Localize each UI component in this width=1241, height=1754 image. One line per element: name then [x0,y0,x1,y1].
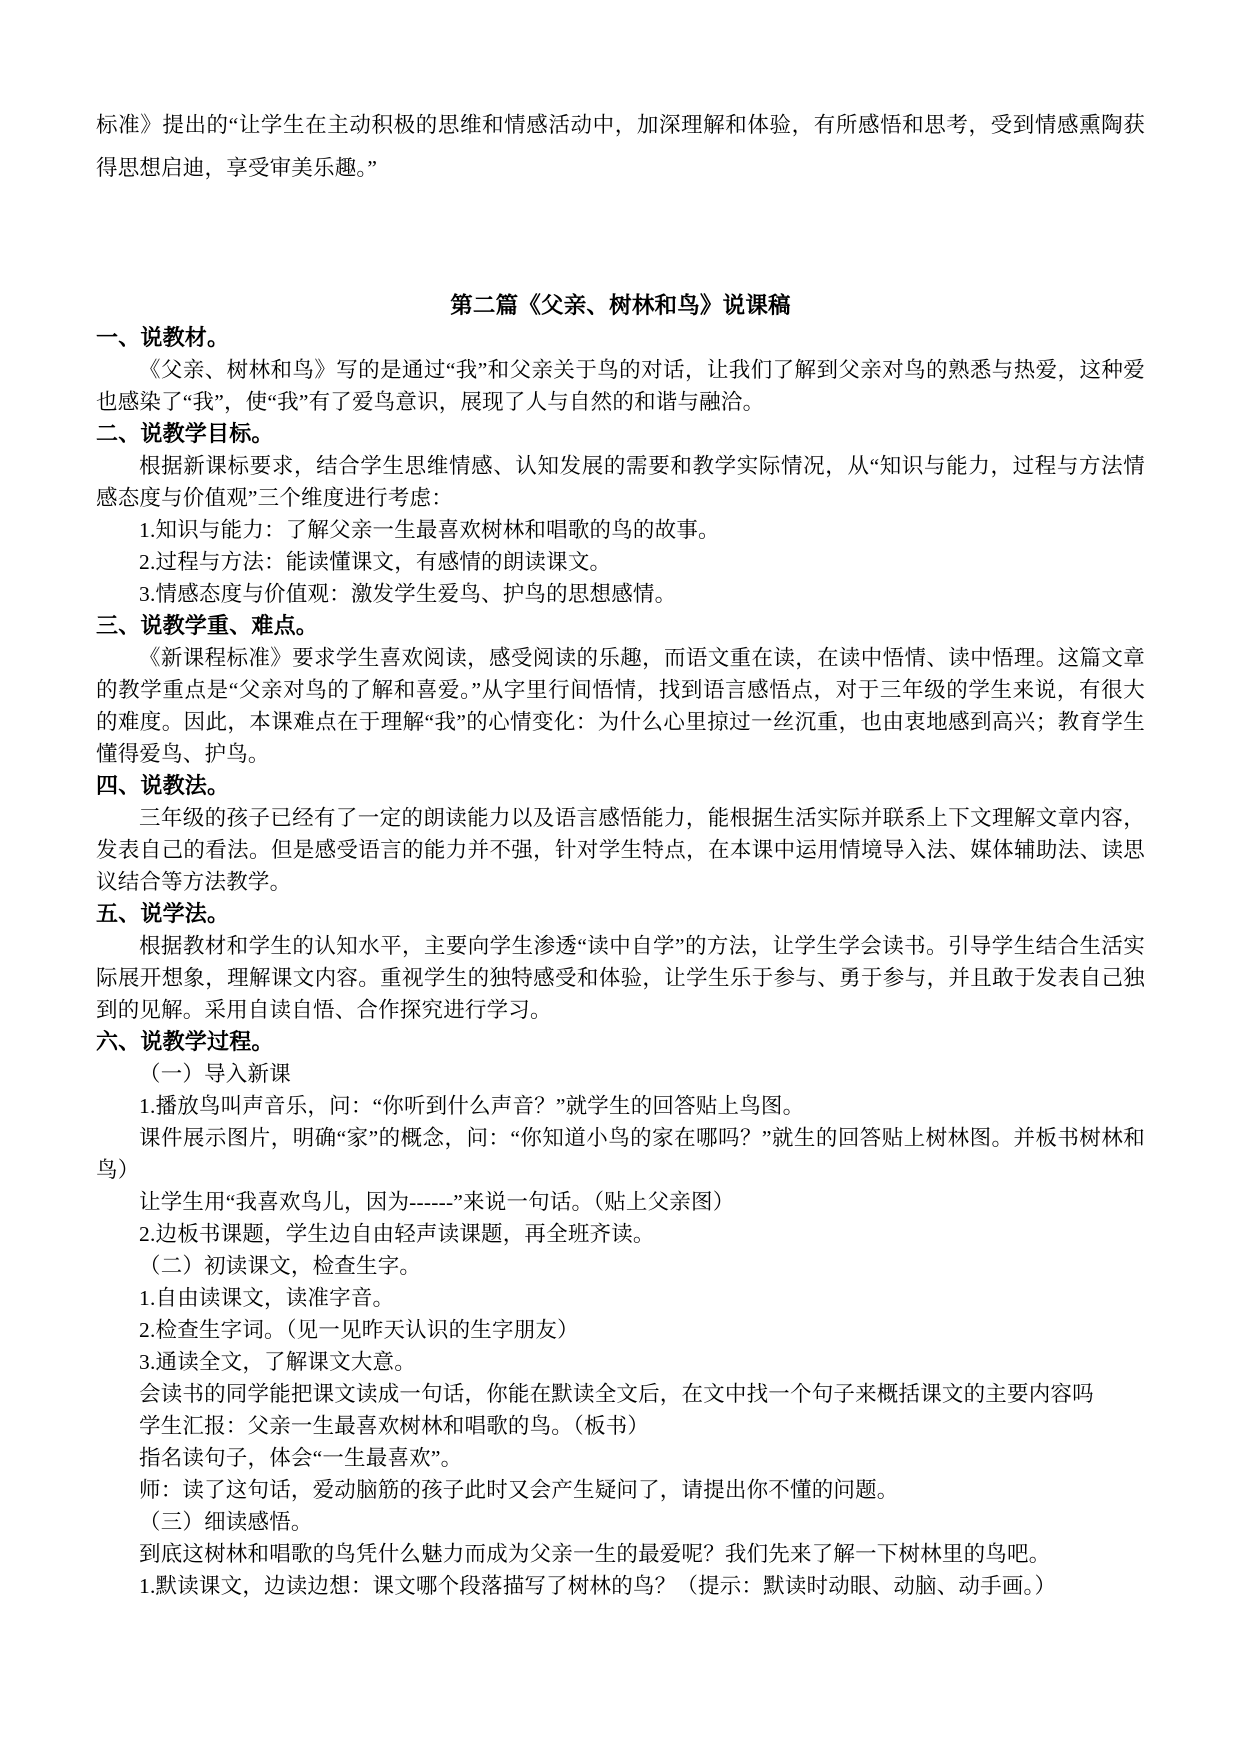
paragraph: 学生汇报：父亲一生最喜欢树林和唱歌的鸟。（板书） [139,1414,650,1438]
paragraph: 《新课程标准》要求学生喜欢阅读，感受阅读的乐趣，而语文重在读，在读中悟情、读中悟理。这篇文章的教学重点是“父亲对鸟的了解和喜爱。”从字里行间悟情，找到语言感悟点，对于三年级的学生来说，有很大的难度。因此，本课难点在于理解“我”的心情变化：为什么心里掠过一丝沉重，也由衷地感到高兴；教育学生懂得爱鸟、护鸟。 [96,646,1145,766]
paragraph: 2.检查生字词。（见一见昨天认识的生字朋友） [139,1318,579,1342]
paragraph: （二）初读课文，检查生字。 [139,1254,422,1278]
paragraph: （三）细读感悟。 [139,1510,313,1534]
paragraph: 1.播放鸟叫声音乐，问：“你听到什么声音？”就学生的回答贴上鸟图。 [139,1094,805,1118]
paragraph: 让学生用“我喜欢鸟儿，因为------”来说一句话。（贴上父亲图） [139,1190,735,1214]
section-heading: 四、说教法。 [96,773,230,798]
paragraph: 3.通读全文，了解课文大意。 [139,1350,416,1374]
section-heading: 二、说教学目标。 [96,421,274,446]
paragraph: 三年级的孩子已经有了一定的朗读能力以及语言感悟能力，能根据生活实际并联系上下文理解文章内容，发表自己的看法。但是感受语言的能力并不强，针对学生特点，在本课中运用情境导入法、媒体辅助法、读思议结合等方法教学。 [96,806,1145,894]
paragraph: 《父亲、树林和鸟》写的是通过“我”和父亲关于鸟的对话，让我们了解到父亲对鸟的熟悉与热爱，这种爱也感染了“我”，使“我”有了爱鸟意识，展现了人与自然的和谐与融洽。 [96,358,1145,414]
paragraph: 指名读句子，体会“一生最喜欢”。 [139,1446,463,1470]
paragraph: 2.边板书课题，学生边自由轻声读课题，再全班齐读。 [139,1222,655,1246]
paragraph: 课件展示图片，明确“家”的概念，问：“你知道小鸟的家在哪吗？”就生的回答贴上树林图。并板书树林和鸟） [96,1126,1145,1182]
paragraph: 师：读了这句话，爱动脑筋的孩子此时又会产生疑问了，请提出你不懂的问题。 [139,1478,899,1502]
paragraph: 到底这树林和唱歌的鸟凭什么魅力而成为父亲一生的最爱呢？我们先来了解一下树林里的鸟吧。 [139,1542,1051,1566]
paragraph: 2.过程与方法：能读懂课文，有感情的朗读课文。 [139,550,612,574]
document-title: 第二篇《父亲、树林和鸟》说课稿 [450,293,791,318]
section-heading: 三、说教学重、难点。 [96,613,319,638]
paragraph: 根据新课标要求，结合学生思维情感、认知发展的需要和教学实际情况，从“知识与能力，过程与方法情感态度与价值观”三个维度进行考虑： [96,454,1145,510]
paragraph: 1.知识与能力：了解父亲一生最喜欢树林和唱歌的鸟的故事。 [139,518,720,542]
section-heading: 一、说教材。 [96,325,230,350]
paragraph: 1.自由读课文，读准字音。 [139,1286,395,1310]
document-body [96,104,1145,1602]
section-heading: 六、说教学过程。 [96,1029,274,1054]
paragraph: （一）导入新课 [139,1062,291,1086]
paragraph: 1.默读课文，边读边想：课文哪个段落描写了树林的鸟？（提示：默读时动眼、动脑、动手画。） [139,1574,1057,1598]
paragraph: 根据教材和学生的认知水平，主要向学生渗透“读中自学”的方法，让学生学会读书。引导学生结合生活实际展开想象，理解课文内容。重视学生的独特感受和体验，让学生乐于参与、勇于参与，并且敢于发表自己独到的见解。采用自读自悟、合作探究进行学习。 [96,934,1145,1022]
section-heading: 五、说学法。 [96,901,230,926]
paragraph: 会读书的同学能把课文读成一句话，你能在默读全文后，在文中找一个句子来概括课文的主要内容吗 [139,1382,1094,1406]
paragraph: 3.情感态度与价值观：激发学生爱鸟、护鸟的思想感情。 [139,582,677,606]
continuation-paragraph: 标准》提出的“让学生在主动积极的思维和情感活动中，加深理解和体验，有所感悟和思考，受到情感熏陶获得思想启迪，享受审美乐趣。” [96,113,1145,180]
